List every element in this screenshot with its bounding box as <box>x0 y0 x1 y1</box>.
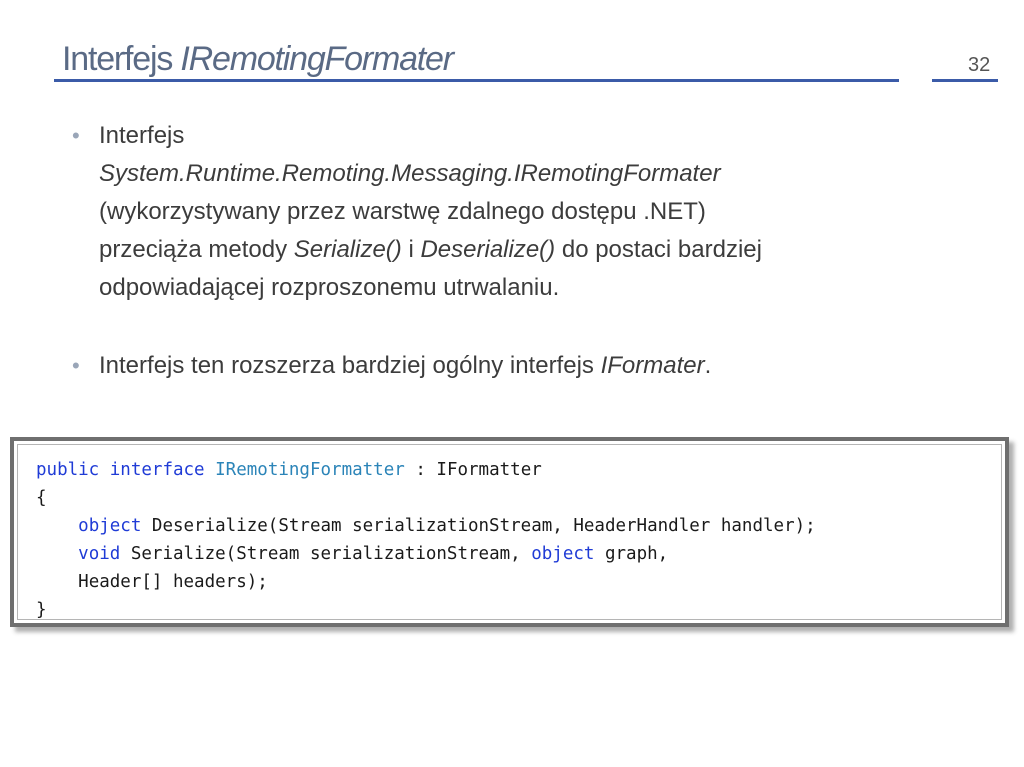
code-line <box>36 596 816 624</box>
code-text: Serialize(Stream serializationStream, <box>120 544 532 564</box>
code-listing <box>36 456 816 624</box>
code-text: { <box>36 488 47 508</box>
bullet-dot-icon: • <box>72 123 80 148</box>
bullet-line <box>99 117 922 155</box>
title-prefix: Interfejs <box>62 40 181 78</box>
keyword: object <box>531 544 595 564</box>
slide-number: 32 <box>968 54 991 76</box>
bullet-item <box>72 347 922 385</box>
code-line <box>36 484 816 512</box>
bullet-text: przeciąża metody <box>99 236 294 263</box>
code-line <box>36 540 816 568</box>
slide-number-underline <box>932 79 998 82</box>
namespace-text: System.Runtime.Remoting.Messaging.IRemotingFormater <box>99 160 721 187</box>
bullet-text: i <box>401 236 421 263</box>
type-name: IRemotingFormatter <box>215 460 405 480</box>
bullet-text: odpowiadającej rozproszonemu utrwalaniu. <box>99 274 560 301</box>
bullet-line <box>99 193 922 231</box>
code-text: } <box>36 600 47 620</box>
code-line <box>36 568 816 596</box>
bullet-text: . <box>704 352 712 379</box>
code-text: Deserialize(Stream serializationStream, HeaderHandler handler); <box>141 516 816 536</box>
bullet-text: (wykorzystywany przez warstwę zdalnego dostępu .NET) <box>99 198 706 225</box>
title-underline <box>54 79 899 82</box>
bullet-line <box>99 347 922 385</box>
keyword: void <box>78 544 121 564</box>
code-text: graph, <box>594 544 669 564</box>
bullet-line <box>99 155 922 193</box>
bullet-text: Interfejs <box>99 122 185 149</box>
code-text: : IFormatter <box>404 460 542 480</box>
bullet-line <box>99 231 922 269</box>
interface-name: IFormater <box>600 352 705 379</box>
method-serialize: Serialize() <box>293 236 402 263</box>
bullet-item <box>72 117 922 307</box>
title-italic: IRemotingFormater <box>180 40 453 78</box>
keyword: interface <box>109 460 205 480</box>
code-block <box>10 437 1009 627</box>
bullet-line <box>99 269 922 307</box>
bullet-text: Interfejs ten rozszerza bardziej ogólny interfejs <box>99 352 601 379</box>
code-line <box>36 456 816 484</box>
bullet-dot-icon: • <box>72 353 80 378</box>
code-line <box>36 512 816 540</box>
bullet-list <box>72 117 922 385</box>
method-deserialize: Deserialize() <box>420 236 556 263</box>
code-text: Header[] headers); <box>78 572 268 592</box>
keyword: object <box>78 516 142 536</box>
slide-title <box>62 40 453 79</box>
keyword: public <box>36 460 100 480</box>
bullet-text: do postaci bardziej <box>555 236 762 263</box>
code-frame <box>17 444 1002 620</box>
